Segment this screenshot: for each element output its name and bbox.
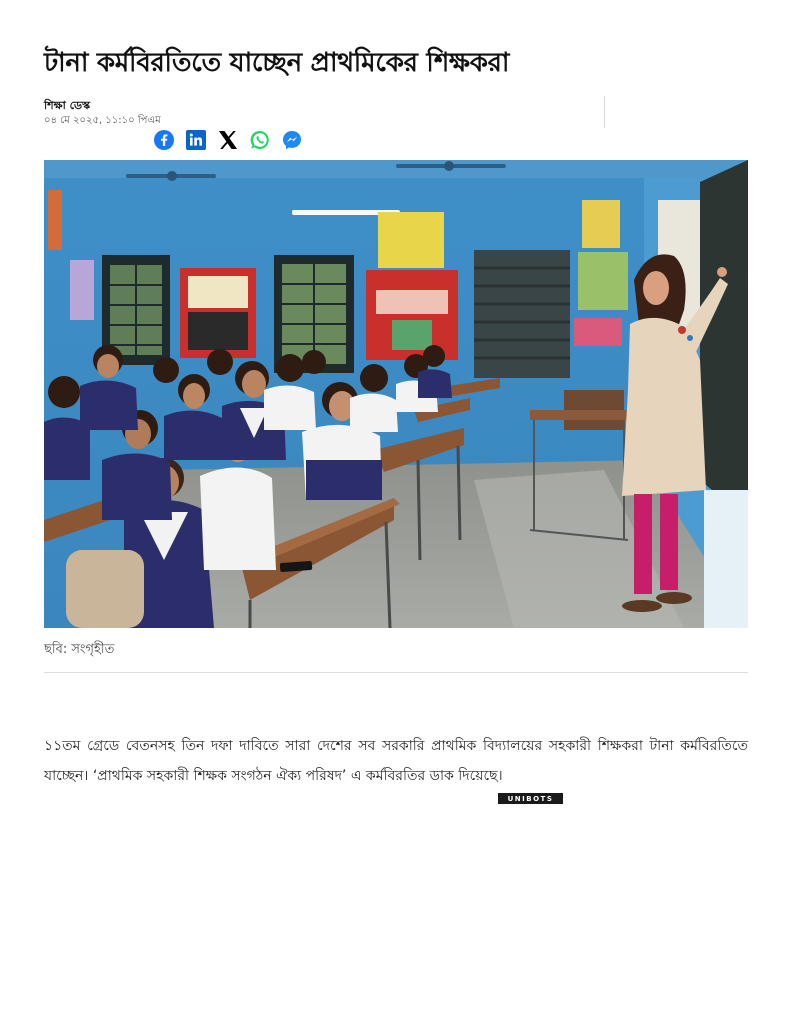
header-divider xyxy=(604,96,605,128)
facebook-icon xyxy=(154,130,174,150)
share-whatsapp-button[interactable] xyxy=(248,128,272,152)
x-icon xyxy=(217,129,239,151)
publish-date: ০৪ মে ২০২৫, ১১:১০ পিএম xyxy=(44,115,161,126)
article-body: ১১তম গ্রেডে বেতনসহ তিন দফা দাবিতে সারা দেশের সব সরকারি প্রাথমিক বিদ্যালয়ের সহকারী শিক্ষকরা টানা কর্মবিরতিতে যাচ্ছেন। ‘প্রাথমিক সহকারী শিক্ষক সংগঠন ঐক্য পরিষদ’ এ কর্মবিরতির ডাক দিয়েছে। xyxy=(44,738,748,784)
share-bar xyxy=(152,128,304,152)
messenger-icon xyxy=(281,129,303,151)
whatsapp-icon xyxy=(249,129,271,151)
article-photo xyxy=(44,160,748,628)
author-name[interactable]: শিক্ষা ডেস্ক xyxy=(44,99,91,112)
ad-badge[interactable]: UNIBOTS xyxy=(498,793,563,804)
photo-caption: ছবি: সংগৃহীত xyxy=(44,642,115,657)
share-facebook-button[interactable] xyxy=(152,128,176,152)
share-messenger-button[interactable] xyxy=(280,128,304,152)
caption-divider xyxy=(44,672,748,673)
share-x-button[interactable] xyxy=(216,128,240,152)
article-headline: টানা কর্মবিরতিতে যাচ্ছেন প্রাথমিকের শিক্ষকরা xyxy=(44,48,510,78)
share-linkedin-button[interactable] xyxy=(184,128,208,152)
linkedin-icon xyxy=(186,130,206,150)
